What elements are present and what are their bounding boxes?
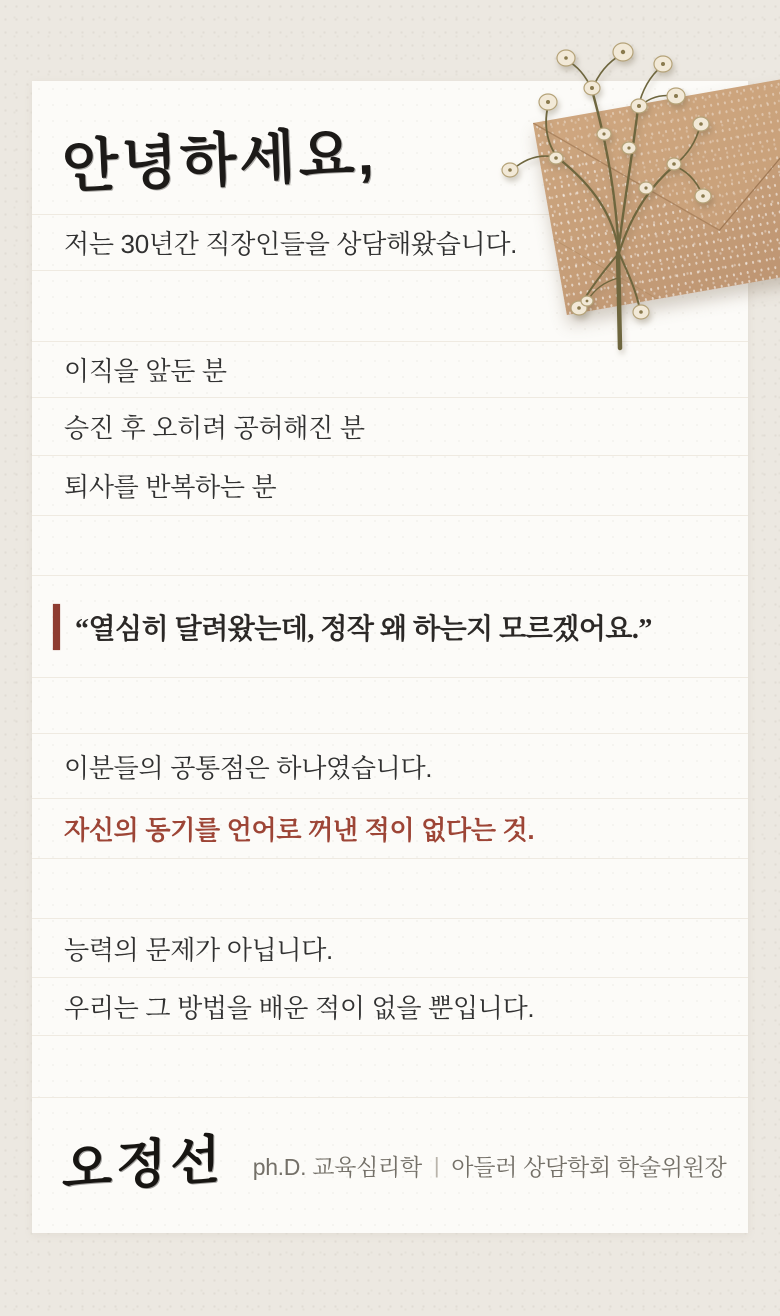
insight-highlight-text: 자신의 동기를 언어로 꺼낸 적이 없다는 것. (64, 815, 535, 845)
credential-degree: ph.D. 교육심리학 (252, 1154, 422, 1180)
closing-text-1: 능력의 문제가 아닙니다. (64, 934, 333, 965)
signature-block (32, 1097, 748, 1233)
credentials (253, 1149, 727, 1182)
closing-text-2: 우리는 그 방법을 배운 적이 없을 뿐입니다. (64, 993, 535, 1023)
empty-row (32, 515, 748, 575)
quote-text: “열심히 달려왔는데, 정작 왜 하는지 모르겠어요.” (75, 613, 652, 645)
empty-row (32, 677, 748, 733)
closing-row (32, 977, 748, 1035)
empty-row (32, 858, 748, 918)
list-item-text: 퇴사를 반복하는 분 (64, 472, 277, 502)
insight-lead-text: 이분들의 공통점은 하나였습니다. (64, 752, 433, 783)
dried-flower-illustration (496, 38, 736, 358)
quote-accent-bar (53, 604, 60, 650)
closing-row (32, 918, 748, 977)
credential-divider: | (433, 1152, 440, 1178)
insight-highlight-row (32, 798, 748, 858)
intro-text: 저는 30년간 직장인들을 상담해왔습니다. (64, 229, 518, 259)
list-item-row (32, 455, 748, 515)
signature-handwriting: 오정선 (62, 1130, 225, 1201)
credential-title: 아들러 상담학회 학술위원장 (451, 1154, 727, 1180)
insight-lead-row (32, 733, 748, 798)
empty-row (32, 1035, 748, 1097)
quote-block (32, 575, 748, 677)
list-item-row (32, 397, 748, 455)
greeting-handwriting: 안녕하세요, (60, 121, 378, 201)
list-item-text: 승진 후 오히려 공허해진 분 (64, 413, 365, 443)
list-item-text: 이직을 앞둔 분 (64, 356, 227, 386)
